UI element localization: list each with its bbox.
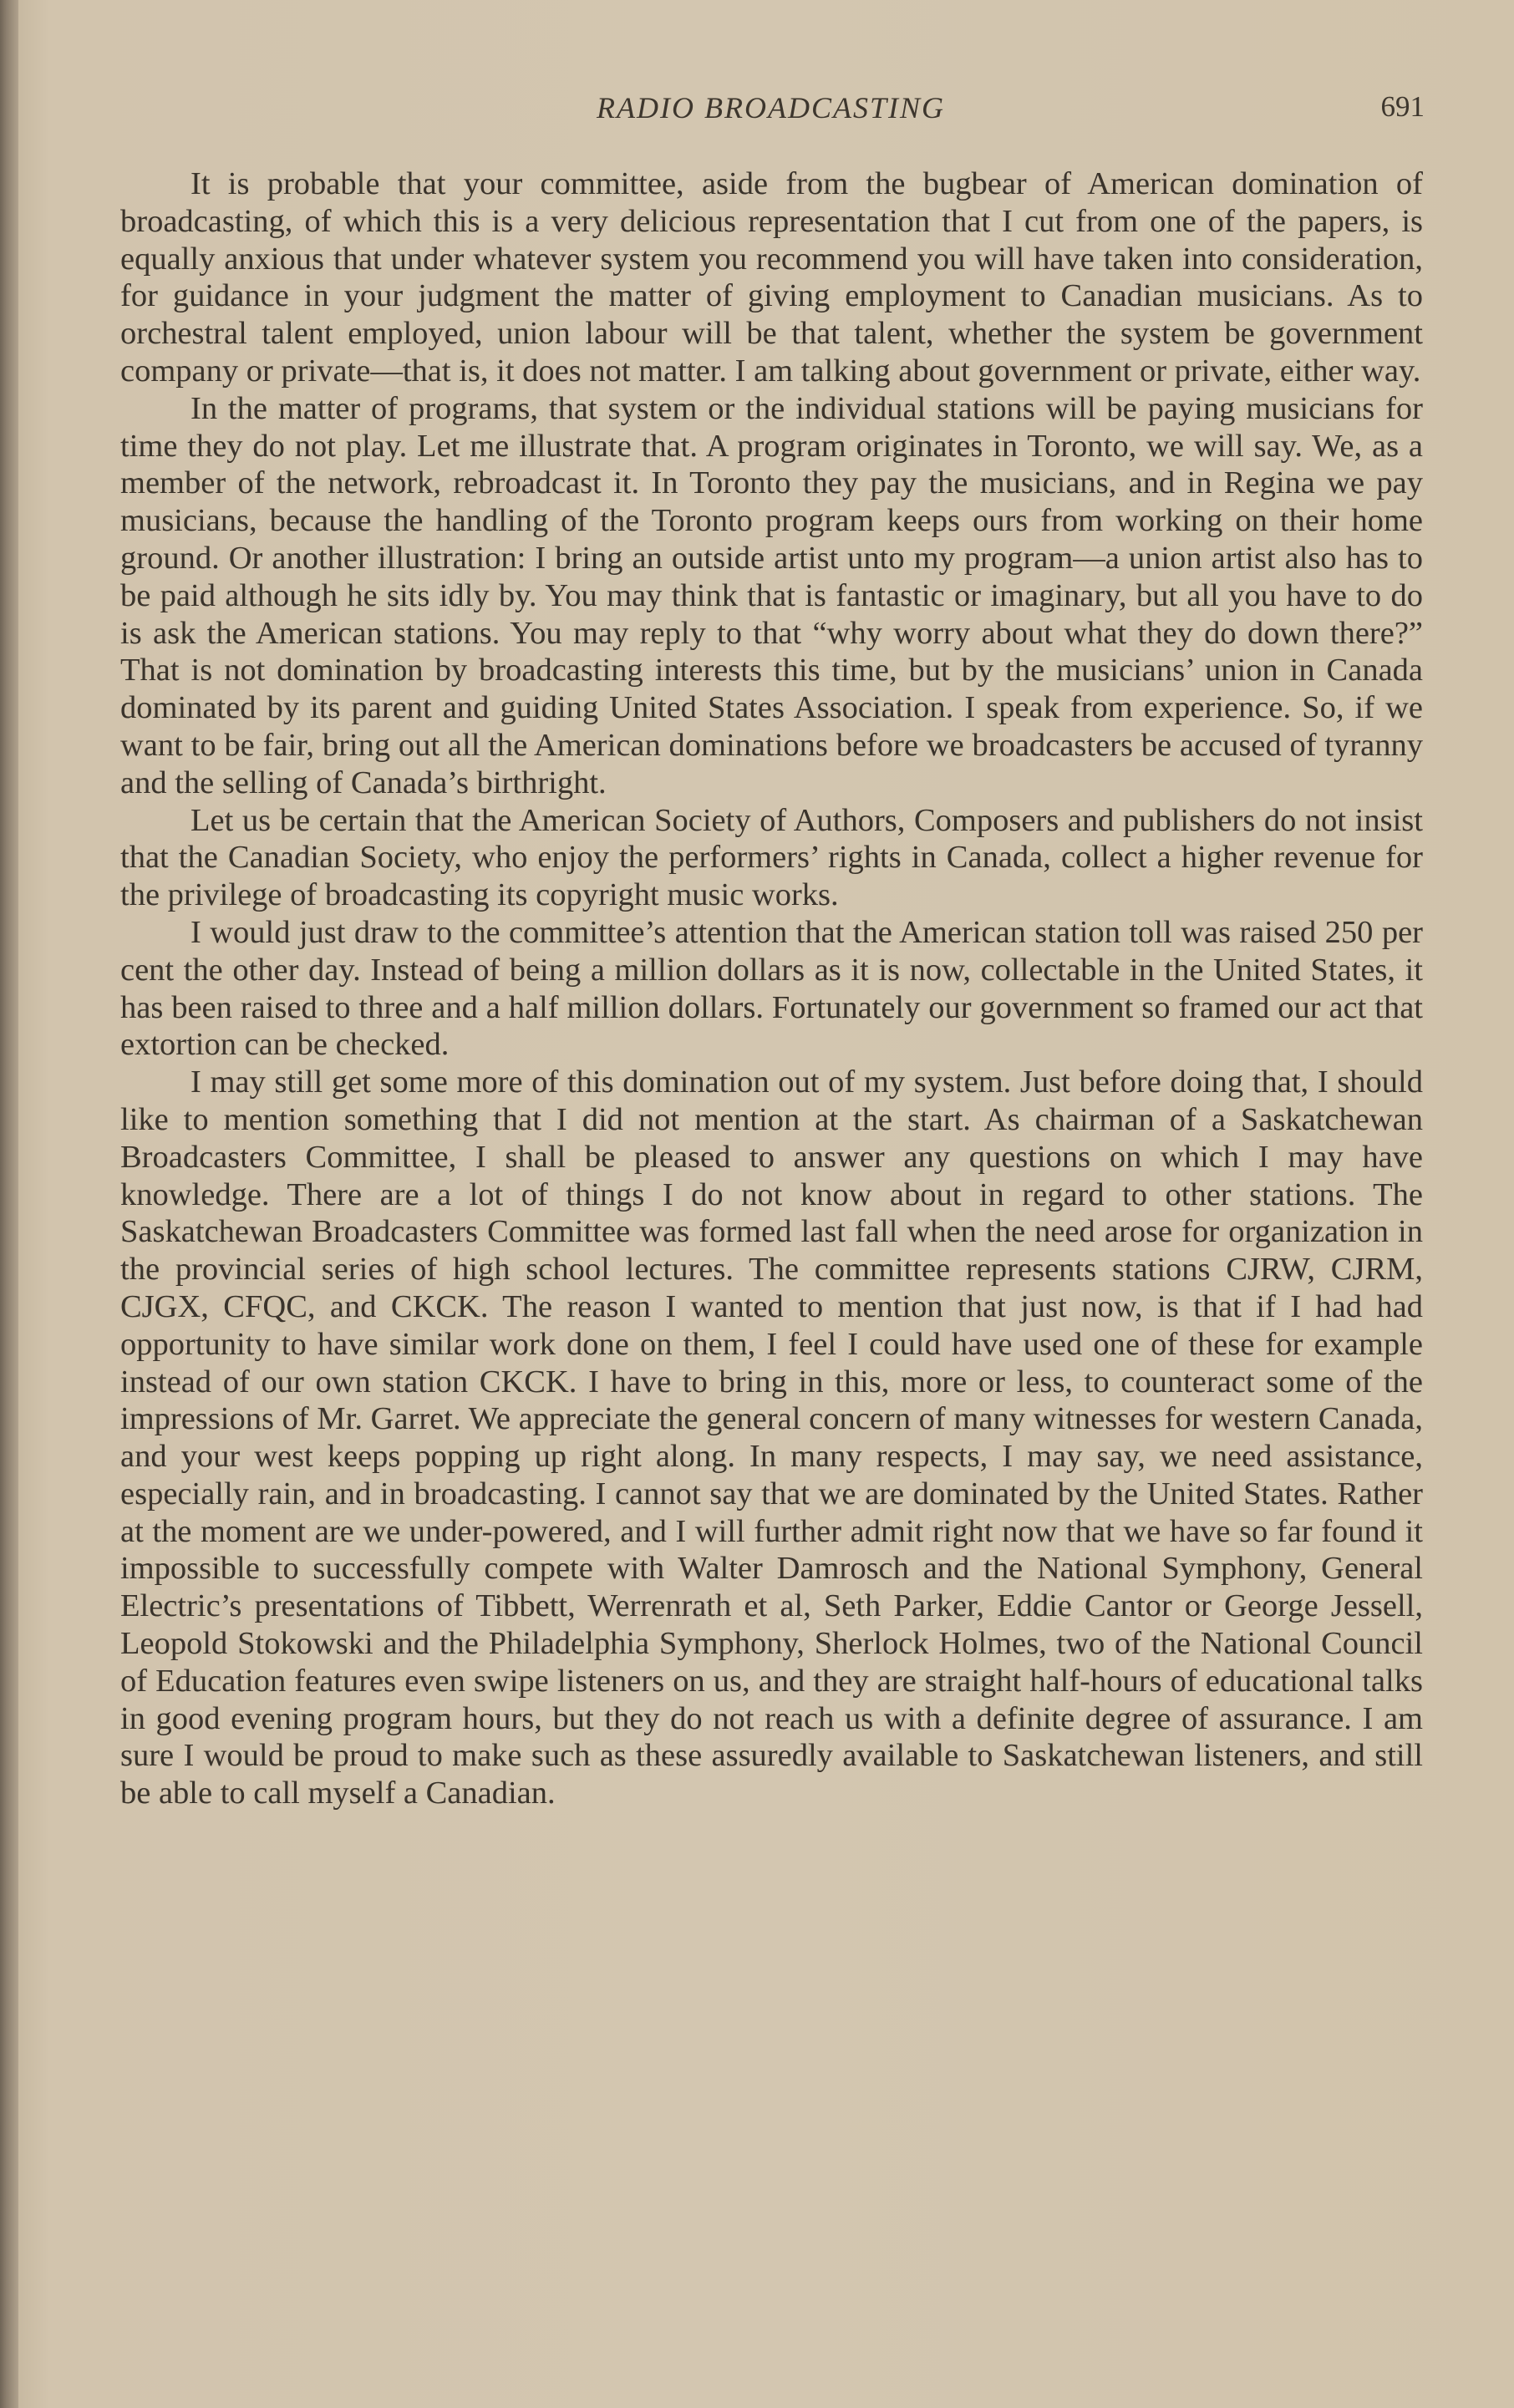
book-spine-shadow <box>0 0 18 2408</box>
body-text <box>120 165 1423 1812</box>
paragraph: Let us be certain that the American Society of Authors, Composers and publishers do not insist that the Canadian Society, who enjoy the performers’ rights in Canada, collect a higher revenue for the privilege of broadcasting its copyright music works. <box>120 802 1423 913</box>
paragraph: I would just draw to the committee’s attention that the American station toll was raised 250 per cent the other day. Instead of being a million dollars as it is now, collectable in the United States, it has been raised to three and a half million dollars. Fortunately our government so framed our act that extortion can be checked. <box>120 914 1423 1063</box>
page-header <box>117 90 1425 130</box>
page-number: 691 <box>1380 90 1425 123</box>
paragraph: I may still get some more of this domination out of my system. Just before doing that, I should like to mention something that I did not mention at the start. As chairman of a Saskatchewan Broadcasters Committee, I shall be pleased to answer any questions on which I may have knowledge. There are a lot of things I do not know about in regard to other stations. The Saskatchewan Broadcasters Committee was formed last fall when the need arose for organization in the provincial series of high school lectures. The committee represents stations CJRW, CJRM, CJGX, CFQC, and CKCK. The reason I wanted to mention that just now, is that if I had had opportunity to have similar work done on them, I feel I could have used one of these for example instead of our own station CKCK. I have to bring in this, more or less, to counteract some of the impressions of Mr. Garret. We appreciate the general concern of many witnesses for western Canada, and your west keeps popping up right along. In many respects, I may say, we need assistance, especially rain, and in broadcasting. I cannot say that we are dominated by the United States. Rather at the moment are we under-powered, and I will further admit right now that we have so far found it impossible to successfully compete with Walter Damrosch and the National Symphony, General Electric’s presentations of Tibbett, Werrenrath et al, Seth Parker, Eddie Cantor or George Jessell, Leopold Stokowski and the Philadelphia Symphony, Sherlock Holmes, two of the National Council of Education features even swipe listeners on us, and they are straight half-hours of educational talks in good evening program hours, but they do not reach us with a definite degree of assurance. I am sure I would be proud to make such as these assuredly available to Saskatchewan listeners, and still be able to call myself a Canadian. <box>120 1064 1423 1811</box>
running-title: RADIO BROADCASTING <box>597 91 945 124</box>
paragraph: In the matter of programs, that system or the individual stations will be paying musicians for time they do not play. Let me illustrate that. A program originates in Toronto, we will say. We, as a member of the network, rebroadcast it. In Toronto they pay the musicians, and in Regina we pay musicians, because the handling of the Toronto program keeps ours from working on their home ground. Or another illustration: I bring an outside artist unto my program—a union artist also has to be paid although he sits idly by. You may think that is fantastic or imaginary, but all you have to do is ask the American stations. You may reply to that “why worry about what they do down there?” That is not domination by broadcasting interests this time, but by the musicians’ union in Canada dominated by its parent and guiding United States Association. I speak from experience. So, if we want to be fair, bring out all the American dominations before we broadcasters be accused of tyranny and the selling of Canada’s birthright. <box>120 390 1423 800</box>
paragraph: It is probable that your committee, aside from the bugbear of American domination of broadcasting, of which this is a very delicious representation that I cut from one of the papers, is equally anxious that under whatever system you recommend you will have taken into consideration, for guidance in your judgment the matter of giving employment to Canadian musicians. As to orchestral talent employed, union labour will be that talent, whether the system be government company or private—that is, it does not matter. I am talking about government or private, either way. <box>120 166 1423 389</box>
